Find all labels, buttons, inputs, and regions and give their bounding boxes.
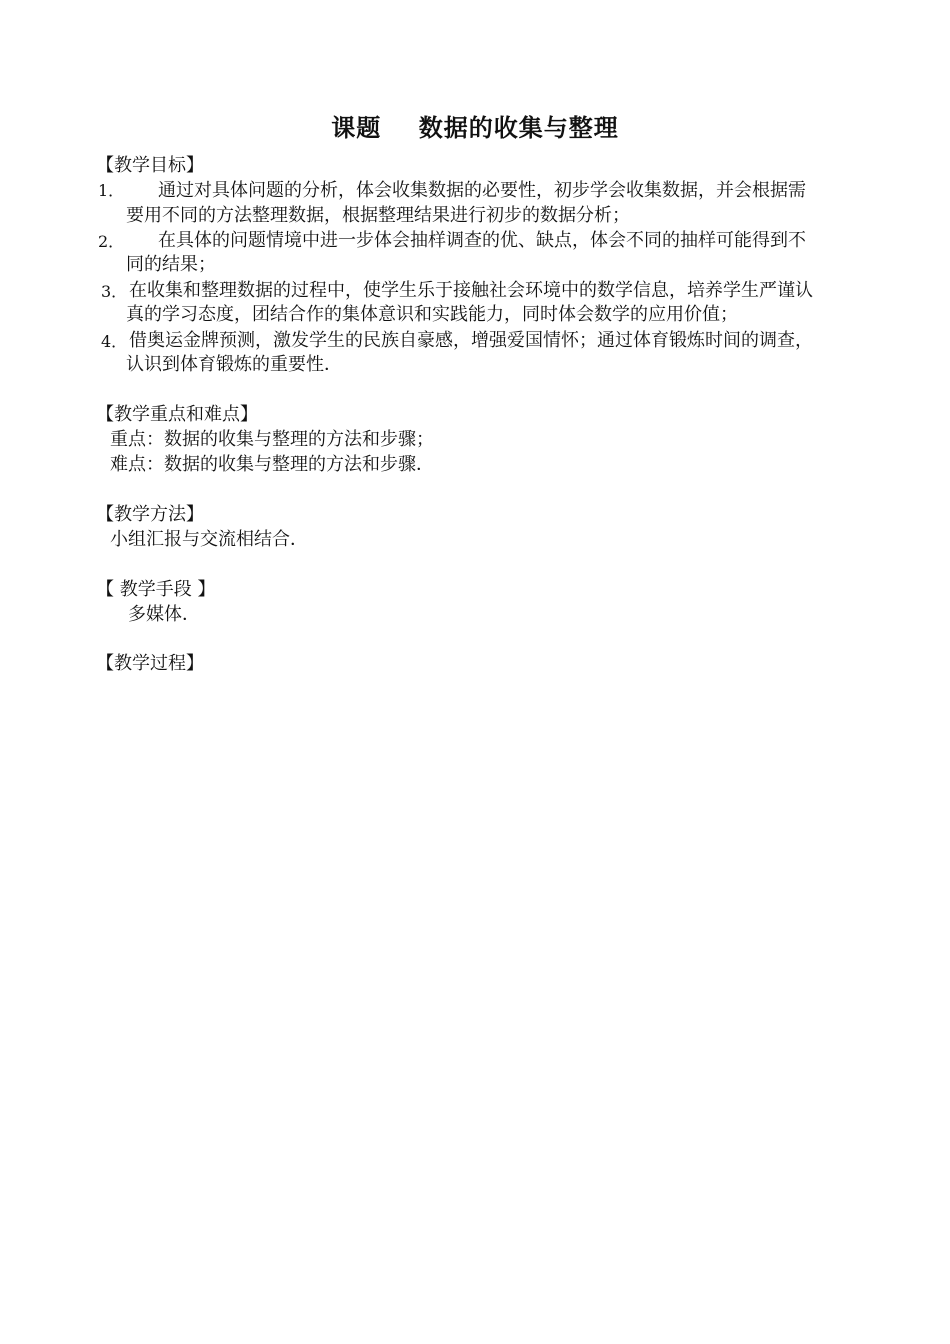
objective-1-line-2: 要用不同的方法整理数据，根据整理结果进行初步的数据分析； (126, 205, 630, 226)
key-point-difficulty: 难点：数据的收集与整理的方法和步骤． (110, 454, 434, 475)
process-heading: 【教学过程】 (96, 653, 204, 674)
means-text: 多媒体． (128, 604, 200, 625)
method-heading: 【教学方法】 (96, 504, 204, 525)
objective-3-line-2: 真的学习态度，团结合作的集体意识和实践能力，同时体会数学的应用价值； (126, 304, 738, 325)
document-title: 课题 数据的收集与整理 (331, 114, 619, 142)
key-point-emphasis: 重点：数据的收集与整理的方法和步骤； (110, 429, 434, 450)
objective-2-number: 2． (98, 232, 125, 251)
objective-1-line-1: 通过对具体问题的分析，体会收集数据的必要性，初步学会收集数据，并会根据需 (158, 180, 806, 201)
objective-4-line-2: 认识到体育锻炼的重要性． (126, 354, 342, 375)
objective-4-number: 4． (101, 332, 128, 351)
method-text: 小组汇报与交流相结合． (110, 529, 308, 550)
key-points-heading: 【教学重点和难点】 (96, 404, 258, 425)
means-heading: 【 教学手段 】 (96, 579, 216, 600)
objective-4-line-1: 借奥运金牌预测，激发学生的民族自豪感，增强爱国情怀；通过体育锻炼时间的调查， (129, 330, 813, 351)
objective-3-line-1: 在收集和整理数据的过程中，使学生乐于接触社会环境中的数学信息，培养学生严谨认 (129, 280, 813, 301)
objective-3-number: 3． (101, 282, 128, 301)
objective-2-line-2: 同的结果； (126, 254, 216, 275)
objective-2-line-1: 在具体的问题情境中进一步体会抽样调查的优、缺点，体会不同的抽样可能得到不 (158, 230, 806, 251)
objectives-heading: 【教学目标】 (96, 155, 204, 176)
objective-1-number: 1． (98, 181, 125, 200)
